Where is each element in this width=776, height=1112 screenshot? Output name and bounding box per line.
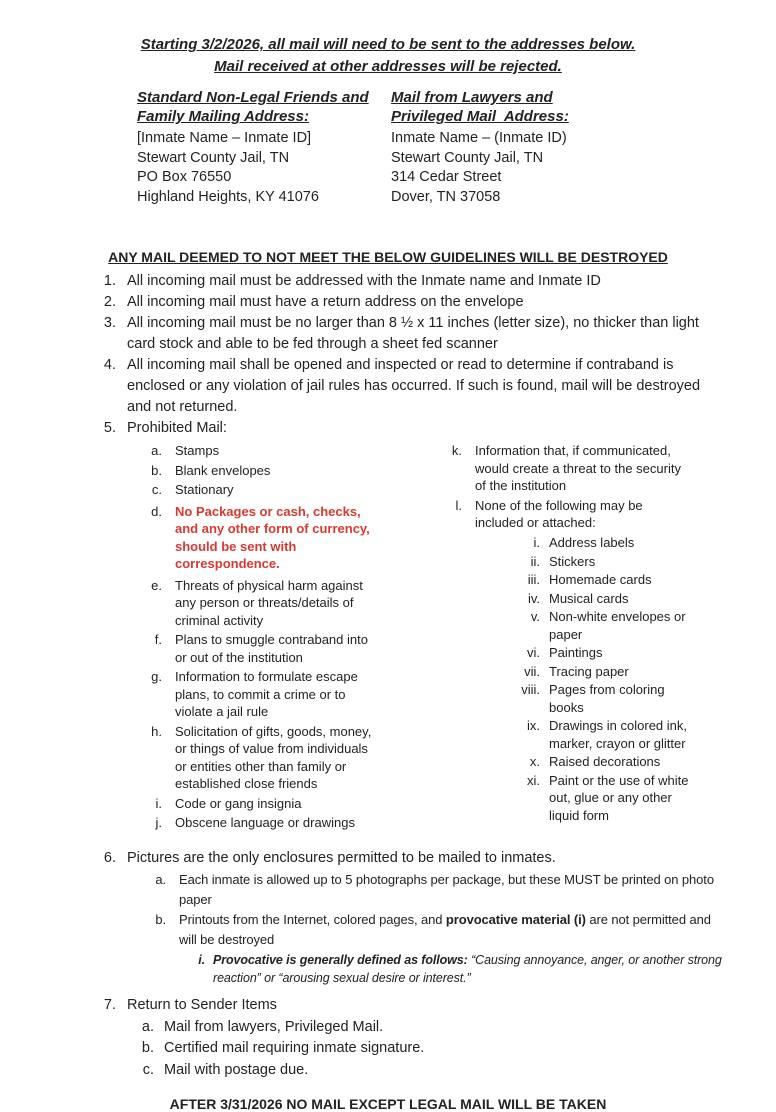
rule-item bbox=[90, 313, 756, 355]
attachment-item-text bbox=[549, 534, 693, 552]
prohibited-item-text bbox=[175, 723, 383, 793]
text-segment: Information that, if communicated, would create a threat to the security of the institution bbox=[475, 443, 681, 493]
attachment-item-text bbox=[549, 553, 693, 571]
address-line: Stewart County Jail, TN bbox=[391, 149, 544, 166]
list-marker: vii. bbox=[524, 663, 540, 679]
text-segment: Blank envelopes bbox=[175, 462, 271, 478]
text-segment: Code or gang insignia bbox=[175, 795, 302, 811]
prohibited-item bbox=[140, 667, 383, 722]
address-line: Highland Heights, KY 41076 bbox=[137, 188, 319, 205]
guidelines-heading: ANY MAIL DEEMED TO NOT MEET THE BELOW GUIDELINES WILL BE DESTROYED bbox=[108, 249, 668, 265]
attachment-item-text bbox=[549, 608, 693, 643]
rules-section bbox=[90, 271, 756, 1081]
text-segment: All incoming mail must have a return address on the envelope bbox=[127, 294, 524, 310]
rule-6-text: Pictures are the only enclosures permitted to be mailed to inmates. bbox=[127, 849, 556, 866]
address-section bbox=[137, 88, 776, 207]
rule-7-text: Return to Sender Items bbox=[127, 996, 277, 1013]
legal-address-heading-line1: Mail from Lawyers and bbox=[391, 89, 553, 106]
list-marker: i. bbox=[533, 535, 540, 550]
list-marker: x. bbox=[529, 754, 540, 769]
attachment-item bbox=[506, 571, 693, 590]
address-line: PO Box 76550 bbox=[137, 169, 232, 185]
prohibited-item bbox=[140, 813, 383, 833]
list-marker: h. bbox=[151, 723, 162, 739]
attachment-item-text bbox=[549, 772, 693, 825]
rule-subitem bbox=[140, 1060, 424, 1082]
list-marker: i. bbox=[155, 795, 162, 811]
text-segment: Provocative is generally defined as follows: bbox=[213, 952, 472, 967]
address-line: [Inmate Name – Inmate ID] bbox=[137, 130, 312, 146]
standard-address-heading-line1: Standard Non-Legal Friends and bbox=[137, 89, 369, 106]
text-segment: Non-white envelopes or paper bbox=[549, 609, 686, 642]
attachment-item-text bbox=[549, 590, 693, 608]
prohibited-item-text bbox=[175, 668, 383, 721]
rule-item-text bbox=[127, 292, 524, 313]
list-marker: a. bbox=[151, 443, 162, 458]
prohibited-item-text bbox=[175, 577, 383, 630]
text-segment: Pages from coloring books bbox=[549, 682, 665, 715]
prohibited-item-text bbox=[175, 462, 383, 480]
rule-subitem-text bbox=[179, 870, 727, 910]
rules-list bbox=[90, 271, 756, 439]
rule-7 bbox=[90, 995, 756, 1082]
list-marker: 2. bbox=[103, 294, 116, 310]
list-marker: viii. bbox=[521, 682, 540, 697]
rule-subitem-text bbox=[164, 1060, 308, 1082]
notice-title bbox=[0, 34, 776, 78]
list-marker: iv. bbox=[527, 590, 540, 606]
attachment-item bbox=[506, 608, 693, 644]
prohibited-columns bbox=[140, 441, 756, 833]
rule-7-number: 7. bbox=[103, 996, 116, 1013]
text-segment: Address labels bbox=[549, 535, 635, 550]
text-segment: Information to formulate escape plans, to commit a crime or to violate a jail rule bbox=[175, 669, 358, 719]
footer-warning: AFTER 3/31/2026 NO MAIL EXCEPT LEGAL MAIL WILL BE TAKEN bbox=[169, 1096, 607, 1112]
list-marker: c. bbox=[151, 482, 162, 497]
definition-note bbox=[187, 951, 727, 987]
list-marker: 5. bbox=[103, 420, 116, 436]
attachment-item bbox=[506, 589, 693, 608]
prohibited-item-text bbox=[175, 442, 383, 460]
attachment-item bbox=[506, 552, 693, 571]
list-marker: 4. bbox=[103, 357, 116, 373]
standard-address-lines bbox=[137, 129, 391, 207]
text-segment: Mail with postage due. bbox=[164, 1061, 309, 1078]
standard-address-heading bbox=[137, 88, 391, 126]
prohibited-item bbox=[140, 480, 383, 500]
rule-item bbox=[90, 355, 756, 418]
text-segment: Printouts from the Internet, colored pages, and bbox=[179, 911, 446, 927]
text-segment: All incoming mail must be addressed with the Inmate name and Inmate ID bbox=[127, 273, 601, 289]
attachment-item-text bbox=[549, 571, 693, 589]
text-segment: Stickers bbox=[549, 553, 596, 569]
text-segment: Certified mail requiring inmate signature. bbox=[164, 1040, 425, 1056]
attachment-item bbox=[506, 644, 693, 663]
list-marker: 1. bbox=[103, 273, 116, 289]
attachment-list bbox=[506, 534, 693, 825]
prohibited-item bbox=[140, 500, 383, 576]
attachment-item bbox=[506, 717, 693, 753]
text-segment: Homemade cards bbox=[549, 572, 652, 587]
rule-6-subitems bbox=[146, 870, 727, 987]
list-marker: d. bbox=[151, 503, 162, 519]
attachment-item-text bbox=[549, 681, 693, 716]
notice-title-line2: Mail received at other addresses will be rejected. bbox=[214, 58, 562, 75]
prohibited-item bbox=[140, 576, 383, 631]
rule-subitem-text bbox=[179, 910, 727, 987]
list-marker: b. bbox=[151, 462, 162, 478]
text-segment: Raised decorations bbox=[549, 754, 661, 769]
notice-title-line1: Starting 3/2/2026, all mail will need to be sent to the addresses below. bbox=[140, 36, 636, 53]
text-segment: Solicitation of gifts, goods, money, or things of value from individuals or entities other than family or established close friends bbox=[175, 723, 372, 791]
text-segment: Paint or the use of white out, glue or any other liquid form bbox=[549, 772, 689, 823]
rule-subitem bbox=[146, 870, 727, 910]
rule-item bbox=[90, 292, 756, 313]
prohibited-item bbox=[140, 794, 383, 814]
list-marker: c. bbox=[142, 1061, 154, 1078]
prohibited-item bbox=[140, 441, 383, 461]
list-marker: 3. bbox=[103, 315, 116, 331]
attachment-item-text bbox=[549, 663, 693, 681]
address-line: Stewart County Jail, TN bbox=[137, 149, 290, 166]
prohibited-item bbox=[440, 441, 740, 496]
prohibited-list-right bbox=[440, 441, 740, 833]
list-marker: vi. bbox=[527, 645, 540, 660]
attachment-item bbox=[506, 771, 693, 825]
text-segment: Drawings in colored ink, marker, crayon or glitter bbox=[549, 718, 688, 751]
standard-address-heading-line2: Family Mailing Address: bbox=[137, 108, 309, 125]
rule-item-text bbox=[127, 418, 227, 439]
rule-7-body bbox=[127, 995, 424, 1082]
text-segment: Plans to smuggle contraband into or out of the institution bbox=[175, 632, 368, 665]
legal-address-lines bbox=[391, 129, 569, 207]
rule-6-number: 6. bbox=[103, 849, 116, 866]
list-marker: v. bbox=[530, 609, 540, 624]
rule-item-text bbox=[127, 271, 601, 292]
text-segment: Musical cards bbox=[549, 590, 629, 606]
standard-address-block bbox=[137, 88, 391, 207]
rule-subitem bbox=[146, 910, 727, 987]
attachment-item-text bbox=[549, 717, 693, 752]
rule-item bbox=[90, 271, 756, 292]
list-marker: j. bbox=[155, 815, 162, 830]
text-segment: Tracing paper bbox=[549, 663, 629, 679]
legal-address-block bbox=[391, 88, 569, 207]
text-segment: Prohibited Mail: bbox=[127, 420, 227, 436]
list-marker: f. bbox=[154, 632, 162, 647]
text-segment: Threats of physical harm against any person or threats/details of criminal activity bbox=[175, 577, 363, 628]
text-segment: are not permitted and will be destroyed bbox=[179, 911, 711, 947]
attachment-item-text bbox=[549, 644, 693, 662]
text-segment: Stationary bbox=[175, 482, 234, 497]
text-segment: provocative material (i) bbox=[445, 911, 586, 927]
attachment-item-text bbox=[549, 753, 693, 771]
attachment-item bbox=[506, 662, 693, 681]
text-segment: No Packages or cash, checks, and any other form of currency, should be sent with correspondence. bbox=[175, 503, 370, 571]
attachment-item bbox=[506, 681, 693, 717]
text-segment: Paintings bbox=[549, 645, 603, 660]
list-marker: ix. bbox=[527, 718, 540, 733]
legal-address-heading-line2: Privileged Mail Address: bbox=[391, 108, 569, 125]
rule-subitem bbox=[140, 1017, 424, 1039]
definition-note-text bbox=[213, 951, 727, 987]
prohibited-item-text bbox=[175, 503, 383, 573]
prohibited-item bbox=[440, 496, 740, 826]
rule-subitem-text bbox=[164, 1017, 383, 1039]
list-marker: i. bbox=[198, 952, 205, 967]
prohibited-item-text bbox=[175, 631, 383, 666]
text-segment: Stamps bbox=[175, 443, 220, 458]
list-marker: l. bbox=[455, 497, 462, 513]
attachment-item bbox=[506, 753, 693, 772]
prohibited-item-text bbox=[175, 795, 383, 813]
prohibited-item bbox=[140, 722, 383, 794]
prohibited-item-text bbox=[175, 481, 383, 499]
address-line: Inmate Name – (Inmate ID) bbox=[391, 130, 567, 146]
list-marker: ii. bbox=[530, 553, 540, 569]
rule-7-subitems bbox=[140, 1017, 424, 1082]
list-marker: xi. bbox=[527, 772, 540, 788]
text-segment: All incoming mail must be no larger than 8 ½ x 11 inches (letter size), no thicker than light card stock and able to be fed through a sheet fed scanner bbox=[127, 315, 699, 352]
rule-item-text bbox=[127, 313, 727, 355]
text-segment: None of the following may be included or attached: bbox=[475, 497, 643, 530]
prohibited-item bbox=[140, 461, 383, 481]
list-marker: e. bbox=[151, 577, 162, 593]
prohibited-item-text bbox=[475, 442, 693, 495]
rule-subitem-text bbox=[164, 1038, 424, 1060]
list-marker: a. bbox=[155, 871, 166, 887]
rule-item-text bbox=[127, 355, 727, 418]
list-marker: iii. bbox=[527, 572, 540, 587]
list-marker: b. bbox=[141, 1040, 154, 1056]
address-line: Dover, TN 37058 bbox=[391, 188, 501, 205]
list-marker: g. bbox=[151, 669, 162, 684]
prohibited-list-left bbox=[140, 441, 383, 833]
text-segment: Each inmate is allowed up to 5 photographs per package, but these MUST be printed on photo paper bbox=[179, 871, 714, 907]
text-segment: “Causing annoyance, anger, or another strong reaction” or “arousing sexual desire or interest.” bbox=[213, 952, 722, 985]
list-marker: a. bbox=[141, 1018, 154, 1035]
text-segment: Mail from lawyers, Privileged Mail. bbox=[164, 1018, 384, 1035]
rule-6 bbox=[90, 848, 756, 987]
prohibited-item-text bbox=[175, 814, 383, 832]
rule-subitem bbox=[140, 1038, 424, 1060]
rule-6-body bbox=[127, 848, 727, 987]
address-line: 314 Cedar Street bbox=[391, 169, 502, 185]
list-marker: b. bbox=[155, 911, 166, 927]
list-marker: k. bbox=[451, 443, 462, 458]
prohibited-item-text bbox=[475, 497, 693, 825]
attachment-item bbox=[506, 534, 693, 553]
prohibited-item bbox=[140, 630, 383, 667]
text-segment: Obscene language or drawings bbox=[175, 815, 355, 830]
legal-address-heading bbox=[391, 88, 569, 126]
rule-item bbox=[90, 418, 756, 439]
text-segment: All incoming mail shall be opened and inspected or read to determine if contraband is enclosed or any violation of jail rules has occurred. If such is found, mail will be destroyed and not returned. bbox=[127, 357, 701, 415]
